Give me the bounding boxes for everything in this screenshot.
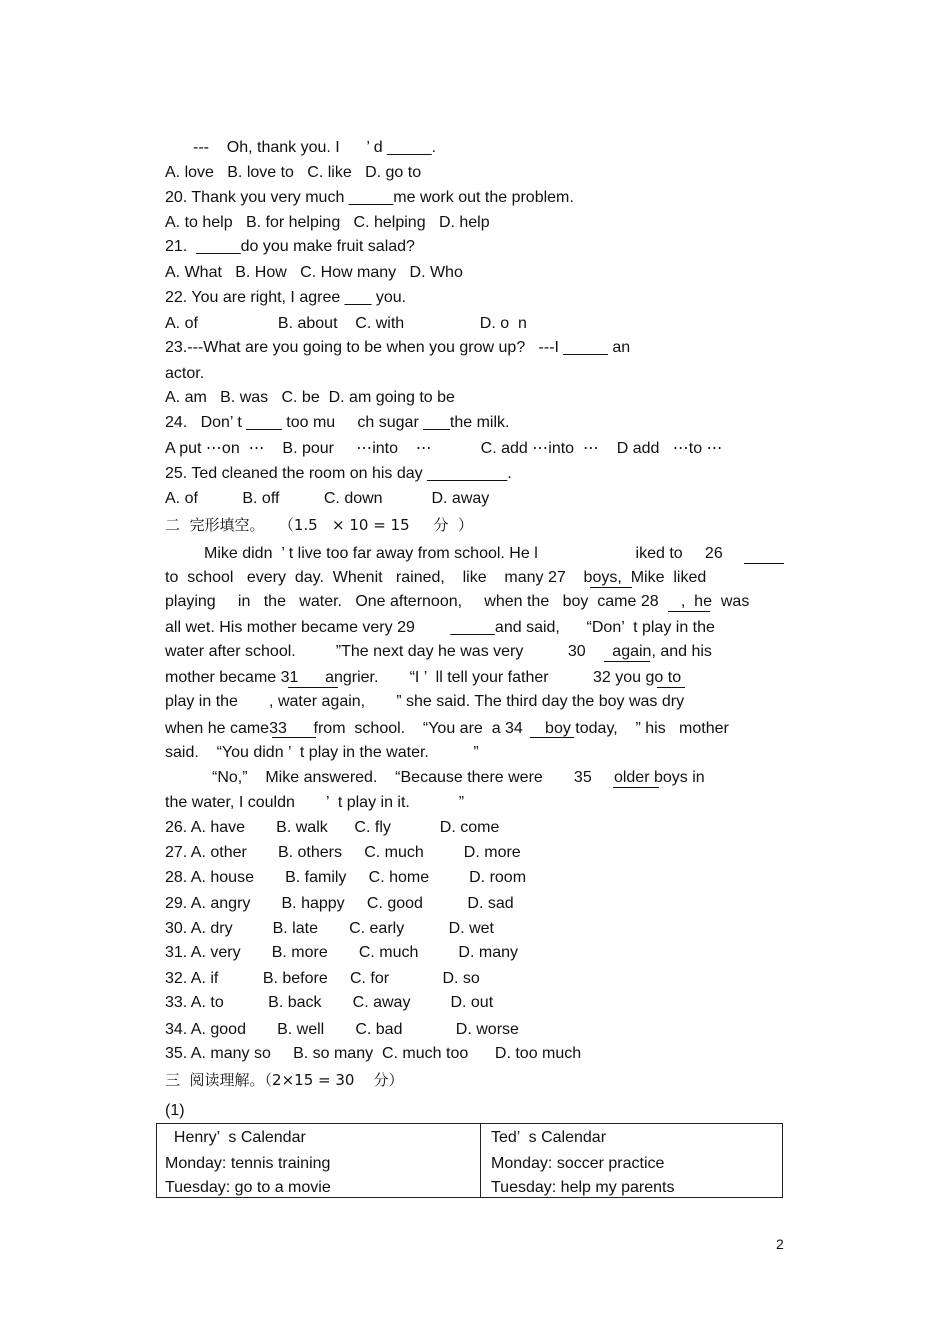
blank-underline-32 — [657, 687, 685, 688]
option-line-26: 26. A. have B. walk C. fly D. come — [165, 819, 500, 836]
cloze-passage-line: water after school. ”The next day he was very 30 again, and his — [165, 643, 712, 660]
cloze-passage-line: all wet. His mother became very 29 _____and said, “Don’ t play in the — [165, 619, 715, 636]
blank-underline-34 — [530, 737, 574, 738]
ted-calendar-tuesday: Tuesday: help my parents — [491, 1179, 675, 1196]
cloze-passage-line: playing in the water. One afternoon, when the boy came 28 , he was — [165, 593, 750, 610]
question-line-19-response: --- Oh, thank you. I ’ d _____. — [193, 139, 437, 156]
cloze-passage-line: play in the , water again, ” she said. The third day the boy was dry — [165, 693, 685, 710]
cloze-passage-line: to school every day. Whenit rained, like many 27 boys, Mike liked — [165, 569, 707, 586]
blank-underline-33 — [272, 737, 316, 738]
question-line-22: 22. You are right, I agree ___ you. — [165, 289, 407, 306]
option-line-31: 31. A. very B. more C. much D. many — [165, 944, 518, 961]
question-line-20-options: A. to help B. for helping C. helping D. help — [165, 214, 490, 231]
option-line-27: 27. A. other B. others C. much D. more — [165, 844, 521, 861]
question-line-25-options: A. of B. off C. down D. away — [165, 490, 490, 507]
question-line-25: 25. Ted cleaned the room on his day _________. — [165, 465, 512, 482]
blank-underline-31 — [288, 687, 338, 688]
option-line-30: 30. A. dry B. late C. early D. wet — [165, 920, 494, 937]
ted-calendar-monday: Monday: soccer practice — [491, 1155, 665, 1172]
option-line-34: 34. A. good B. well C. bad D. worse — [165, 1021, 519, 1038]
question-line-21: 21. _____do you make fruit salad? — [165, 238, 415, 255]
reading-passage-number: (1) — [165, 1102, 185, 1119]
question-line-22-options: A. of B. about C. with D. o n — [165, 315, 527, 332]
cloze-passage-line: the water, I couldn ’ t play in it. ” — [165, 794, 465, 811]
section-heading-cloze: 二 完形填空。 （1.5 × 10 = 15 分 ） — [165, 516, 473, 534]
blank-underline-27 — [590, 587, 632, 588]
question-line-24-options: A put ⋯on ⋯ B. pour ⋯into ⋯ C. add ⋯into ⋯ D add ⋯to ⋯ — [165, 440, 723, 457]
option-line-33: 33. A. to B. back C. away D. out — [165, 994, 494, 1011]
page-number: 2 — [776, 1236, 784, 1252]
henry-calendar-title: Henry’ s Calendar — [165, 1129, 306, 1146]
option-line-32: 32. A. if B. before C. for D. so — [165, 970, 480, 987]
question-line-23-options: A. am B. was C. be D. am going to be — [165, 389, 455, 406]
cloze-passage-line: “No,” Mike answered. “Because there were 35 older boys in — [212, 769, 705, 786]
cloze-passage-line: when he came33 from school. “You are a 34 boy today, ” his mother — [165, 720, 729, 737]
henry-calendar-monday: Monday: tennis training — [165, 1155, 331, 1172]
cloze-passage-line: mother became 31 angrier. “I ’ ll tell your father 32 you go to — [165, 669, 682, 686]
cloze-passage-line: said. “You didn ’ t play in the water. ” — [165, 744, 479, 761]
calendar-table — [156, 1123, 783, 1198]
cloze-passage-line: Mike didn ’ t live too far away from school. He l iked to 26 — [204, 545, 723, 562]
ted-calendar-title: Ted’ s Calendar — [491, 1129, 607, 1146]
option-line-29: 29. A. angry B. happy C. good D. sad — [165, 895, 514, 912]
blank-underline-30 — [604, 661, 650, 662]
question-line-24: 24. Don’ t ____ too mu ch sugar ___the milk. — [165, 414, 510, 431]
question-line-23-cont: actor. — [165, 365, 205, 382]
question-line-20: 20. Thank you very much _____me work out the problem. — [165, 189, 574, 206]
blank-underline-28 — [668, 611, 710, 612]
option-line-35: 35. A. many so B. so many C. much too D. too much — [165, 1045, 582, 1062]
section-heading-reading: 三 阅读理解。（2×15 = 30 分） — [165, 1071, 404, 1089]
blank-underline-35 — [613, 787, 659, 788]
question-line-19-options: A. love B. love to C. like D. go to — [165, 164, 422, 181]
question-line-23: 23.---What are you going to be when you grow up? ---I _____ an — [165, 339, 631, 356]
blank-underline-26 — [744, 563, 784, 564]
question-line-21-options: A. What B. How C. How many D. Who — [165, 264, 463, 281]
table-divider — [480, 1124, 481, 1197]
option-line-28: 28. A. house B. family C. home D. room — [165, 869, 527, 886]
henry-calendar-tuesday: Tuesday: go to a movie — [165, 1179, 331, 1196]
